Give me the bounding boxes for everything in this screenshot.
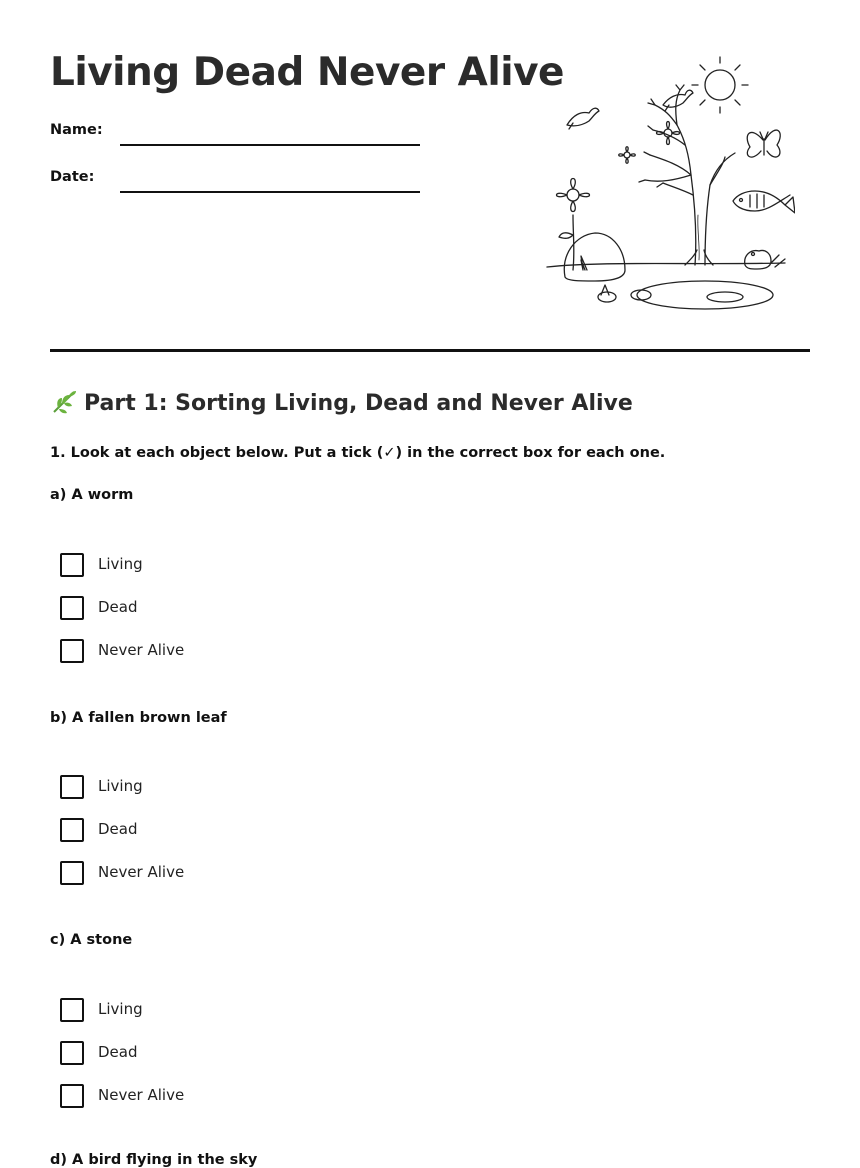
plant-icon: [601, 285, 609, 295]
option-label: Dead: [98, 1043, 138, 1061]
checkbox[interactable]: [60, 1041, 84, 1065]
option-dead[interactable]: [60, 818, 360, 844]
worksheet-title: Living Dead Never Alive: [50, 50, 564, 95]
option-label: Never Alive: [98, 641, 185, 659]
option-label: Living: [98, 1000, 143, 1018]
option-label: Living: [98, 555, 143, 573]
pond-icon: [637, 281, 773, 309]
option-never-alive[interactable]: [60, 861, 360, 887]
option-living[interactable]: [60, 553, 360, 579]
butterfly-icon: [747, 130, 780, 157]
checkbox[interactable]: [60, 861, 84, 885]
fish-icon: [733, 191, 795, 213]
option-label: Never Alive: [98, 863, 185, 881]
checkbox[interactable]: [60, 998, 84, 1022]
checkbox[interactable]: [60, 553, 84, 577]
question-c: [50, 932, 750, 952]
header-divider: [50, 349, 810, 352]
part1-title: [50, 388, 633, 416]
checkbox[interactable]: [60, 1084, 84, 1108]
name-field[interactable]: [50, 122, 420, 146]
flower-icon: [619, 122, 680, 164]
checkbox[interactable]: [60, 639, 84, 663]
frog-icon: [745, 250, 785, 269]
worksheet-page: [50, 0, 810, 1168]
instruction-text: 1. Look at each object below. Put a tick (✓) in the correct box for each one.: [50, 445, 666, 461]
option-never-alive[interactable]: [60, 1084, 360, 1110]
option-living[interactable]: [60, 998, 360, 1024]
option-dead[interactable]: [60, 596, 360, 622]
question-label: a) A worm: [50, 487, 134, 503]
question-a: [50, 487, 750, 507]
question-label: b) A fallen brown leaf: [50, 710, 227, 726]
question-label: c) A stone: [50, 932, 133, 948]
checkbox[interactable]: [60, 775, 84, 799]
option-label: Living: [98, 777, 143, 795]
option-dead[interactable]: [60, 1041, 360, 1067]
part1-title-text: Part 1: Sorting Living, Dead and Never Alive: [84, 391, 633, 416]
name-label: Name:: [50, 122, 103, 138]
checkbox[interactable]: [60, 818, 84, 842]
option-label: Never Alive: [98, 1086, 185, 1104]
option-living[interactable]: [60, 775, 360, 801]
date-field[interactable]: [50, 169, 420, 193]
flower-icon: [557, 179, 590, 271]
name-line[interactable]: [120, 144, 420, 146]
checkbox[interactable]: [60, 596, 84, 620]
date-label: Date:: [50, 169, 95, 185]
date-line[interactable]: [120, 191, 420, 193]
sun-icon: [692, 57, 748, 113]
question-d-partial: d) A bird flying in the sky: [50, 1152, 258, 1168]
option-label: Dead: [98, 820, 138, 838]
question-b: [50, 710, 750, 730]
leaf-icon: [50, 388, 78, 416]
option-label: Dead: [98, 598, 138, 616]
bird-icon: [567, 90, 693, 129]
option-never-alive[interactable]: [60, 639, 360, 665]
nature-scene-illustration: [545, 55, 795, 320]
